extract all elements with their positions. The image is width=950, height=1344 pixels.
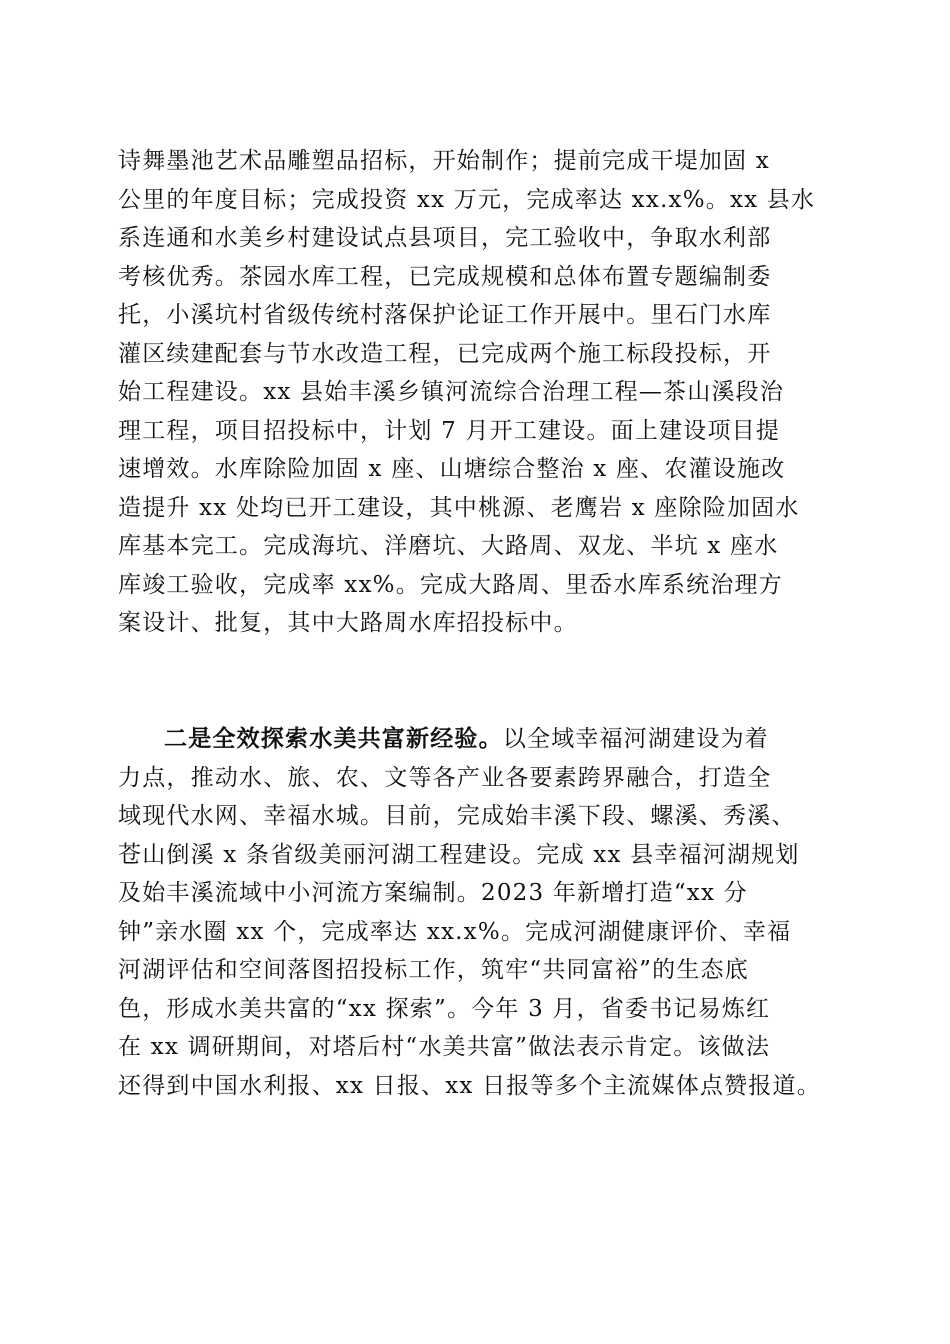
text-line: 库基本完工。完成海坑、洋磨坑、大路周、双龙、半坑 x 座水: [118, 533, 779, 559]
paragraph-water-prosperity: [118, 720, 838, 1105]
text-line: 案设计、批复，其中大路周水库招投标中。: [118, 610, 578, 636]
text-line: 力点，推动水、旅、农、文等各产业各要素跨界融合，打造全: [118, 764, 772, 791]
text-line: 在 xx 调研期间，对塔后村“水美共富”做法表示肯定。该做法: [118, 1034, 771, 1060]
text-line: 理工程，项目招投标中，计划 7 月开工建设。面上建设项目提: [118, 417, 781, 444]
text-line: 造提升 xx 处均已开工建设，其中桃源、老鹰岩 x 座除险加固水: [118, 494, 800, 521]
text-line-first: [118, 720, 838, 759]
text-line: 速增效。水库除险加固 x 座、山塘综合整治 x 座、农灌设施改: [118, 456, 786, 482]
text-line: 河湖评估和空间落图招投标工作，筑牢“共同富裕”的生态底: [118, 957, 749, 983]
text-line: 考核优秀。茶园水库工程，已完成规模和总体布置专题编制委: [118, 263, 772, 290]
text-line: 系连通和水美乡村建设试点县项目，完工验收中，争取水利部: [118, 225, 772, 251]
text-line: 还得到中国水利报、xx 日报、xx 日报等多个主流媒体点赞报道。: [118, 1072, 821, 1099]
text-line-rest: 以全域幸福河湖建设为着: [502, 726, 770, 752]
text-line: 及始丰溪流域中小河流方案编制。2023 年新增打造“xx 分: [118, 880, 748, 906]
text-line: 域现代水网、幸福水城。目前，完成始丰溪下段、螺溪、秀溪、: [118, 803, 796, 829]
text-line: 托，小溪坑村省级传统村落保护论证工作开展中。里石门水库: [118, 302, 772, 328]
text-line: 灌区续建配套与节水改造工程，已完成两个施工标段投标，开: [118, 340, 772, 367]
text-line: 库竣工验收，完成率 xx%。完成大路周、里岙水库系统治理方: [118, 571, 783, 598]
text-line: 始工程建设。xx 县始丰溪乡镇河流综合治理工程—茶山溪段治: [118, 379, 785, 405]
text-line: 钟”亲水圈 xx 个，完成率达 xx.x%。完成河湖健康评价、幸福: [118, 918, 792, 945]
text-line: 苍山倒溪 x 条省级美丽河湖工程建设。完成 xx 县幸福河湖规划: [118, 841, 800, 868]
paragraph-lead-heading: 二是全效探索水美共富新经验。: [164, 725, 503, 752]
text-line: 诗舞墨池艺术品雕塑品招标，开始制作；提前完成干堤加固 x: [118, 148, 770, 174]
text-line: 色，形成水美共富的“xx 探索”。今年 3 月，省委书记易炼红: [118, 995, 771, 1022]
paragraph-project-progress: [118, 142, 838, 643]
text-line: 公里的年度目标；完成投资 xx 万元，完成率达 xx.x%。xx 县水: [118, 186, 816, 213]
